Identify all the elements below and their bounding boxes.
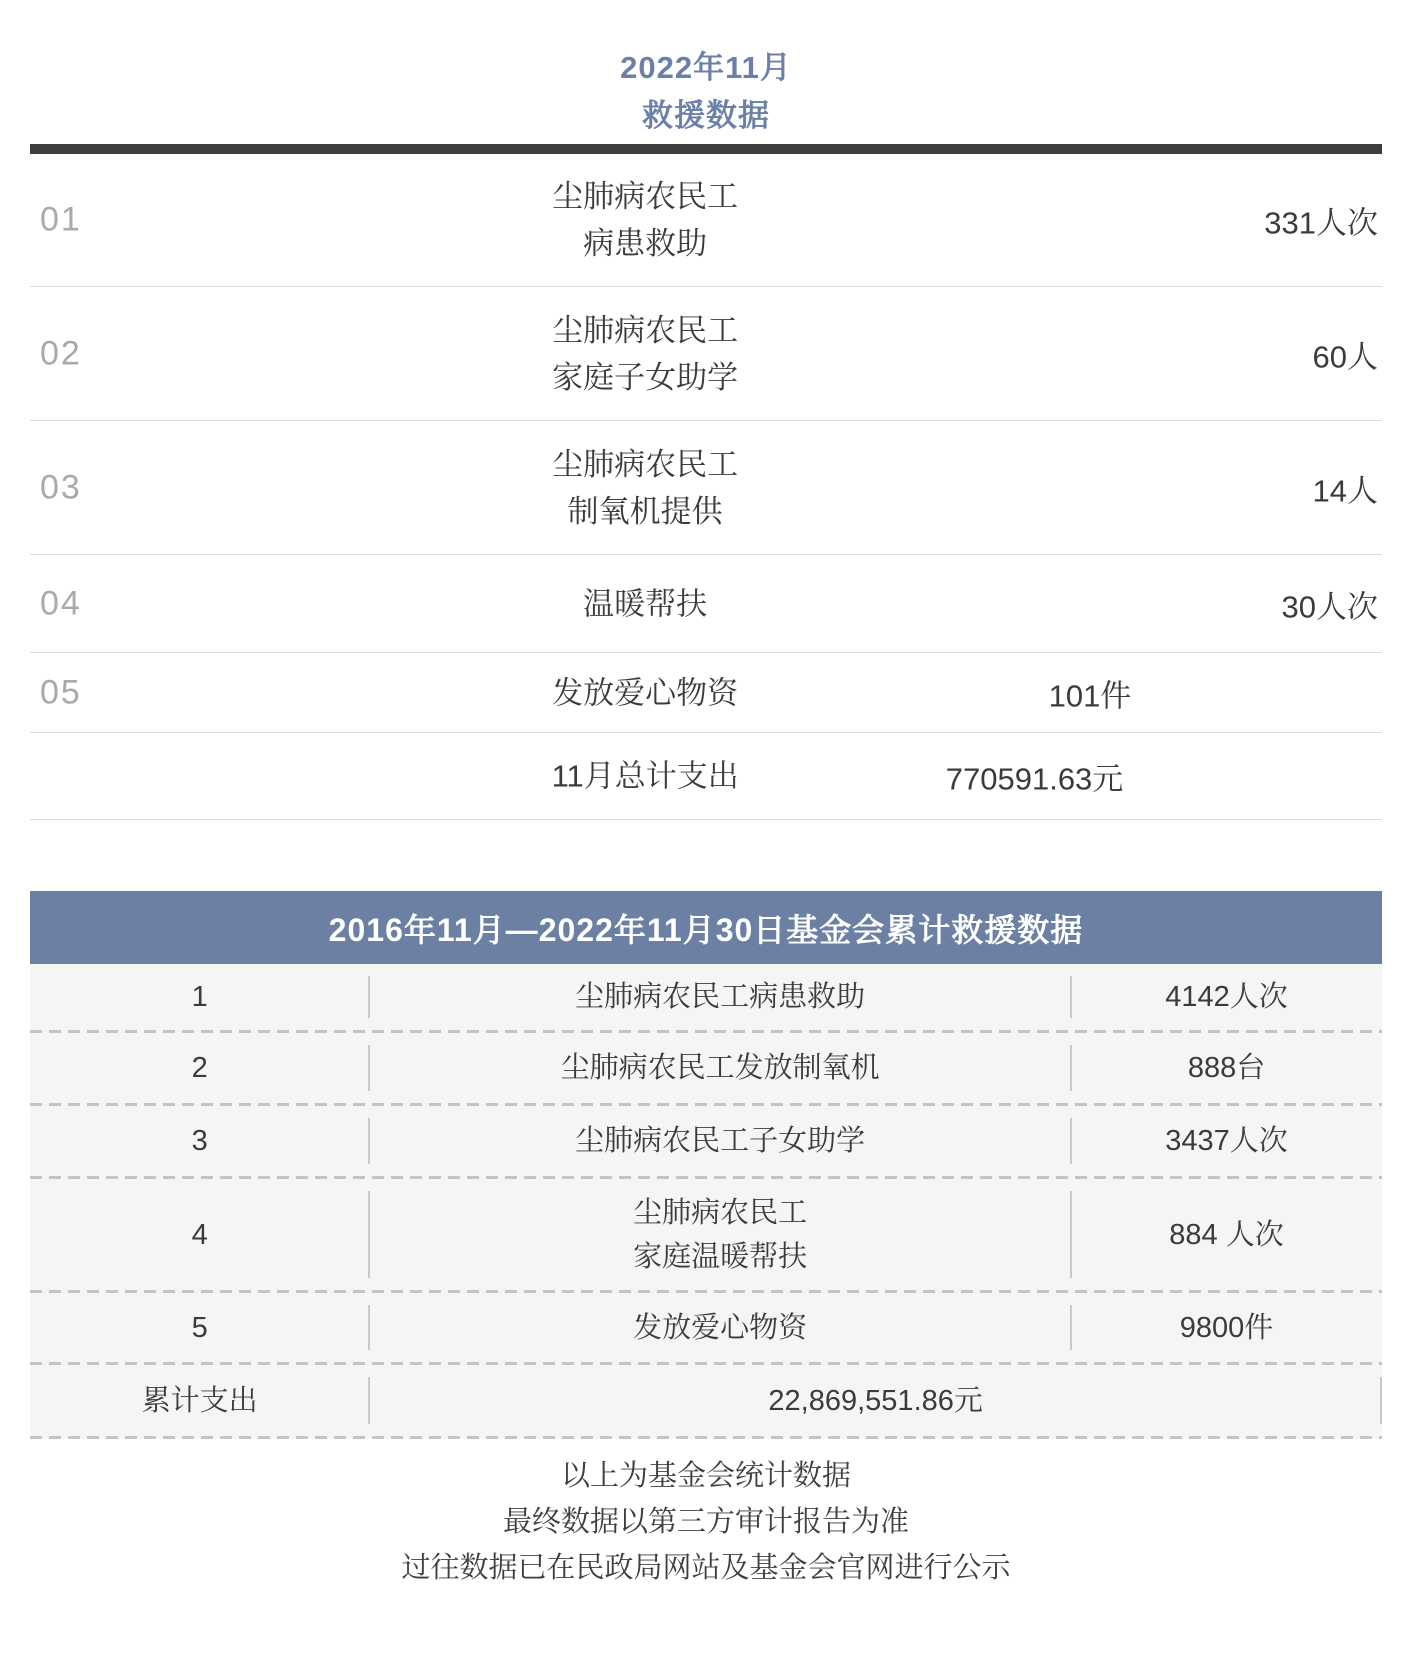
total-label: 11月总计支出 (551, 758, 739, 794)
cumulative-row-4 (30, 1179, 1382, 1290)
row-label: 尘肺病农民工 家庭子女助学 (552, 312, 739, 395)
total-value: 22,869,551.86元 (369, 1365, 1382, 1436)
monthly-rescue-table (30, 154, 1382, 820)
row-label: 尘肺病农民工发放制氧机 (369, 1033, 1071, 1103)
cumulative-rescue-table (30, 891, 1382, 1439)
row-number: 5 (191, 1311, 208, 1344)
row-number: 2 (191, 1052, 208, 1084)
row-label: 发放爱心物资 (369, 1293, 1071, 1362)
monthly-row-4 (30, 555, 1382, 653)
total-label: 累计支出 (141, 1384, 258, 1417)
row-number: 05 (40, 673, 82, 711)
row-value: 101件 (1048, 678, 1132, 713)
row-value: 331人次 (1264, 205, 1378, 241)
row-label: 尘肺病农民工 家庭温暖帮扶 (369, 1179, 1071, 1290)
row-number: 04 (40, 584, 82, 622)
monthly-row-5 (30, 653, 1382, 733)
total-value: 770591.63元 (945, 761, 1124, 797)
row-value: 4142人次 (1071, 964, 1382, 1030)
row-number: 01 (40, 200, 82, 239)
row-label: 尘肺病农民工 制氧机提供 (552, 446, 739, 529)
monthly-row-1 (30, 154, 1382, 287)
row-number: 4 (191, 1218, 208, 1251)
row-label: 发放爱心物资 (552, 675, 739, 710)
title-month: 2022年11月 (620, 50, 792, 85)
row-number: 03 (40, 468, 82, 506)
cumulative-row-2 (30, 1033, 1382, 1103)
cumulative-table-body (30, 964, 1382, 1439)
monthly-row-3 (30, 421, 1382, 555)
cumulative-row-3 (30, 1106, 1382, 1176)
row-number: 3 (191, 1125, 208, 1157)
row-label: 尘肺病农民工 病患救助 (552, 179, 739, 261)
footer-note-2: 最终数据以第三方审计报告为准 (502, 1506, 909, 1538)
row-number: 02 (40, 334, 82, 372)
dashed-divider (30, 1436, 1382, 1439)
cumulative-row-1 (30, 964, 1382, 1030)
monthly-row-2 (30, 287, 1382, 421)
row-value: 60人 (1312, 339, 1378, 374)
cumulative-table-header: 2016年11月—2022年11月30日基金会累计救援数据 (30, 891, 1382, 964)
cumulative-total-row (30, 1365, 1382, 1436)
title-subtitle: 救援数据 (642, 98, 770, 133)
footer-notes (0, 1453, 1412, 1591)
row-value: 884 人次 (1071, 1179, 1382, 1290)
row-number: 1 (191, 981, 208, 1013)
row-value: 888台 (1071, 1033, 1382, 1103)
row-value: 9800件 (1071, 1293, 1382, 1362)
row-label: 温暖帮扶 (583, 586, 708, 621)
row-value: 3437人次 (1071, 1106, 1382, 1176)
row-label: 尘肺病农民工病患救助 (369, 964, 1071, 1030)
footer-note-3: 过往数据已在民政局网站及基金会官网进行公示 (401, 1552, 1011, 1584)
row-label: 尘肺病农民工子女助学 (369, 1106, 1071, 1176)
row-value: 14人 (1312, 473, 1378, 508)
footer-note-1: 以上为基金会统计数据 (560, 1460, 851, 1492)
page-title (0, 0, 1412, 140)
title-divider-bar (30, 144, 1382, 154)
cumulative-row-5 (30, 1293, 1382, 1362)
monthly-total-row (30, 733, 1382, 820)
row-value: 30人次 (1281, 589, 1378, 624)
